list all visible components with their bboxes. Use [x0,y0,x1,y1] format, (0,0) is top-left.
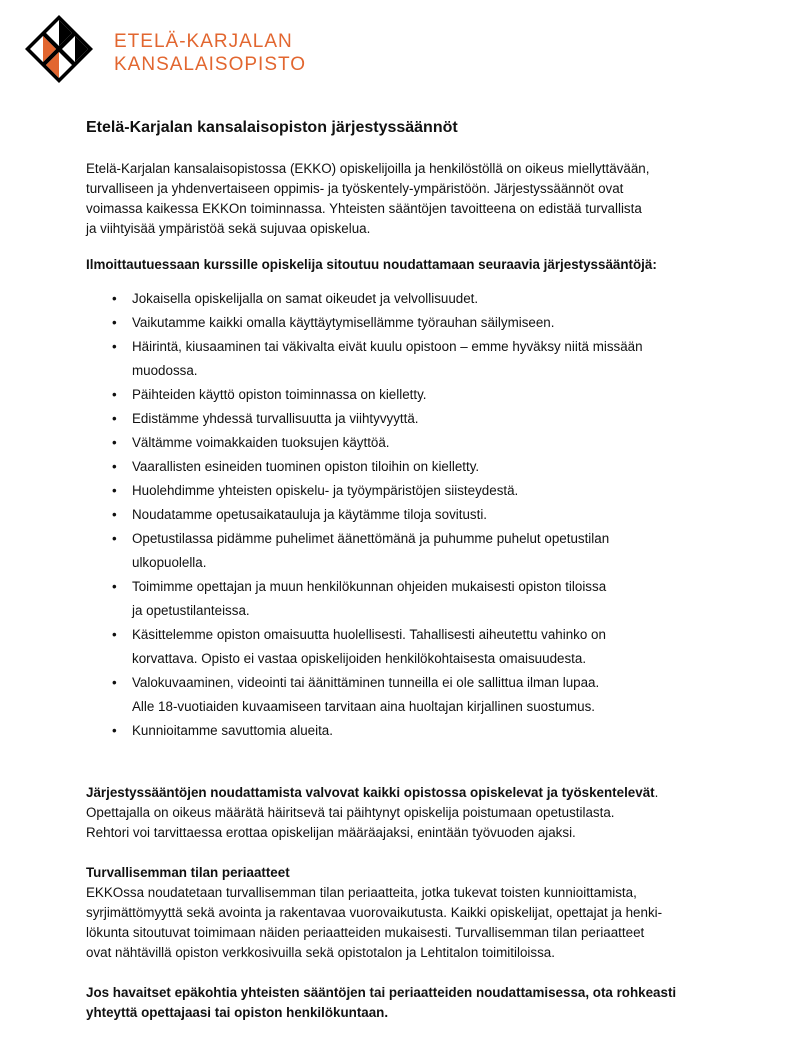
safer-space-line: EKKOssa noudatetaan turvallisemman tilan periaatteita, jotka tukevat toisten kunnioittamista, [86,885,637,900]
bullet-icon: • [112,387,117,402]
rule-text-line: Noudatamme opetusaikatauluja ja käytämme tiloja sovitusti. [132,507,488,522]
rule-text-line: Kunnioitamme savuttomia alueita. [132,723,333,738]
rule-text-line: Huolehdimme yhteisten opiskelu- ja työympäristöjen siisteydestä. [132,483,519,498]
logo-wordmark [114,30,306,76]
logo-line-1: ETELÄ-KARJALAN [114,31,293,52]
contact-paragraph [86,983,726,1023]
rule-text-line: muodossa. [132,363,198,378]
rule-text-line: korvattava. Opisto ei vastaa opiskelijoiden henkilökohtaisesta omaisuudesta. [132,651,587,666]
supervision-line: Opettajalla on oikeus määrätä häiritsevä tai päihtynyt opiskelija poistumaan opetustilasta. [86,805,615,820]
rule-item [86,527,726,575]
bullet-icon: • [112,675,117,690]
supervision-line: Rehtori voi tarvittaessa erottaa opiskelijan määräajaksi, enintään työvuoden ajaksi. [86,825,576,840]
rule-text-line: Päihteiden käyttö opiston toiminnassa on kielletty. [132,387,427,402]
supervision-paragraph [86,783,726,843]
document-body [86,117,726,1023]
rule-text-line: Alle 18-vuotiaiden kuvaamiseen tarvitaan aina huoltajan kirjallinen suostumus. [132,699,595,714]
rule-item [86,287,726,311]
contact-line: Jos havaitset epäkohtia yhteisten sääntöjen tai periaatteiden noudattamisessa, ota rohkeasti [86,985,677,1000]
rule-text-line: Vältämme voimakkaiden tuoksujen käyttöä. [132,435,390,450]
rule-text-line: Toimimme opettajan ja muun henkilökunnan ohjeiden mukaisesti opiston tiloissa [132,579,607,594]
rule-text-line: Vaikutamme kaikki omalla käyttäytymisellämme työrauhan säilymiseen. [132,315,555,330]
rule-text-line: Häirintä, kiusaaminen tai väkivalta eivät kuulu opistoon – emme hyväksy niitä missään [132,339,643,354]
rule-text-line: Edistämme yhdessä turvallisuutta ja viihtyvyyttä. [132,411,419,426]
rule-item [86,335,726,383]
contact-line: yhteyttä opettajaasi tai opiston henkilökuntaan. [86,1005,389,1020]
bullet-icon: • [112,531,117,546]
diamond-logo-icon [24,14,94,84]
rule-text-line: Opetustilassa pidämme puhelimet äänettömänä ja puhumme puhelut opetustilan [132,531,610,546]
rule-text-line: Käsittelemme opiston omaisuutta huolellisesti. Tahallisesti aiheutettu vahinko on [132,627,606,642]
rule-text-line: ja opetustilanteissa. [132,603,250,618]
bullet-icon: • [112,627,117,642]
bullet-icon: • [112,435,117,450]
rule-item [86,407,726,431]
intro-line: Etelä-Karjalan kansalaisopistossa (EKKO) opiskelijoilla ja henkilöstöllä on oikeus miellyttävään, [86,161,650,176]
supervision-bold-line-end: . [654,785,659,800]
bullet-icon: • [112,411,117,426]
rule-text-line: Valokuvaaminen, videointi tai äänittäminen tunneilla ei ole sallittua ilman lupaa. [132,675,600,690]
bullet-icon: • [112,723,117,738]
rule-item [86,503,726,527]
safer-space-heading: Turvallisemman tilan periaatteet [86,865,290,880]
intro-line: voimassa kaikessa EKKOn toiminnassa. Yhteisten sääntöjen tavoitteena on edistää turvallista [86,201,642,216]
rule-item [86,671,726,719]
rule-item [86,311,726,335]
rule-item [86,479,726,503]
bullet-icon: • [112,579,117,594]
intro-line: turvalliseen ja yhdenvertaiseen oppimis- ja työskentely-ympäristöön. Järjestyssäännöt ovat [86,181,624,196]
intro-paragraph [86,159,726,239]
rule-item [86,431,726,455]
safer-space-line: lökunta sitoutuvat toimimaan näiden periaatteiden mukaisesti. Turvallisemman tilan periaatteet [86,925,645,940]
logo-line-2: KANSALAISOPISTO [114,54,307,75]
intro-line: ja viihtyisää ympäristöä sekä sujuvaa opiskelua. [86,221,371,236]
rule-item [86,623,726,671]
supervision-bold-line: Järjestyssääntöjen noudattamista valvovat kaikki opistossa opiskelevat ja työskentelevät [86,785,655,800]
bullet-icon: • [112,459,117,474]
bullet-icon: • [112,483,117,498]
bullet-icon: • [112,291,117,306]
rules-heading: Ilmoittautuessaan kurssille opiskelija sitoutuu noudattamaan seuraavia järjestyssääntöjä: [86,257,657,272]
rule-text-line: ulkopuolella. [132,555,207,570]
safer-space-line: ovat nähtävillä opiston verkkosivuilla sekä opistotalon ja Lehtitalon toimitiloissa. [86,945,555,960]
rule-item [86,383,726,407]
safer-space-paragraph [86,863,726,963]
rule-item [86,719,726,743]
rule-text-line: Vaarallisten esineiden tuominen opiston tiloihin on kielletty. [132,459,480,474]
rule-item [86,575,726,623]
rule-item [86,455,726,479]
document-title: Etelä-Karjalan kansalaisopiston järjestyssäännöt [86,119,458,136]
safer-space-line: syrjimättömyyttä sekä avointa ja rakentavaa vuorovaikutusta. Kaikki opiskelijat, opettajat ja henki- [86,905,663,920]
bullet-icon: • [112,339,117,354]
bullet-icon: • [112,507,117,522]
rule-text-line: Jokaisella opiskelijalla on samat oikeudet ja velvollisuudet. [132,291,479,306]
bullet-icon: • [112,315,117,330]
rules-list [86,287,726,743]
